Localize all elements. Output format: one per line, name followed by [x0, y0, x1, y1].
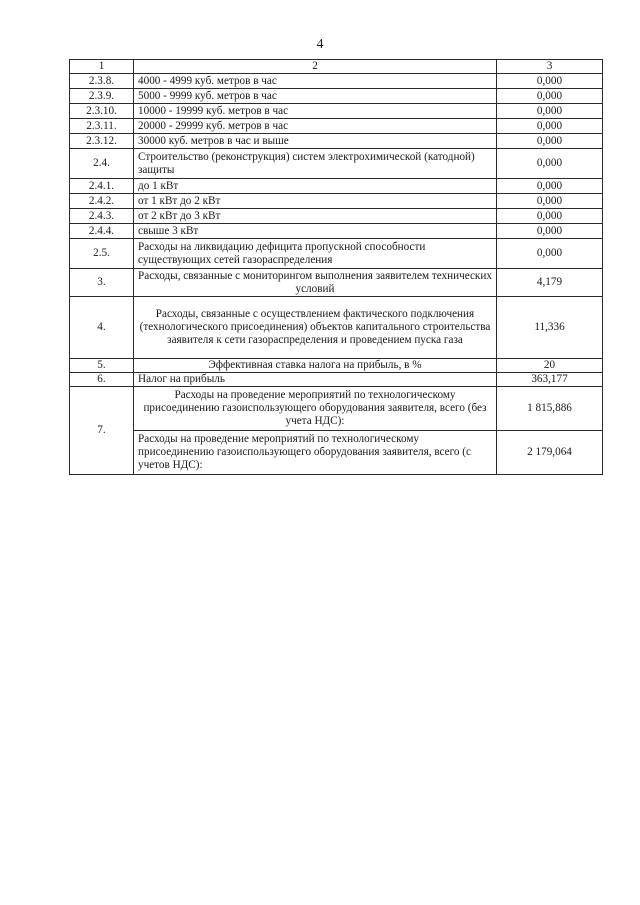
row-number: 7. [70, 387, 134, 475]
cost-table [69, 59, 603, 475]
row-description: от 1 кВт до 2 кВт [134, 194, 497, 209]
row-description: Расходы, связанные с мониторингом выполнения заявителем технических условий [134, 269, 497, 297]
table-row [70, 119, 603, 134]
row-description: 5000 - 9999 куб. метров в час [134, 89, 497, 104]
row-description: Расходы, связанные с осуществлением фактического подключения (технологического присоединения) объектов капитального строительства заявителя к сети газораспределения и проведением пуска газа [134, 297, 497, 359]
row-value: 0,000 [497, 89, 603, 104]
row-description: 4000 - 4999 куб. метров в час [134, 74, 497, 89]
row-value: 0,000 [497, 194, 603, 209]
table-row [70, 224, 603, 239]
row-value: 20 [497, 359, 603, 373]
table-row [70, 297, 603, 359]
row-number: 3. [70, 269, 134, 297]
table-row [70, 373, 603, 387]
row-number: 2.3.8. [70, 74, 134, 89]
row-value: 0,000 [497, 224, 603, 239]
row-value: 0,000 [497, 179, 603, 194]
row-description: Расходы на проведение мероприятий по технологическому присоединению газоиспользующего оборудования заявителя, всего (без учета НДС): [134, 387, 497, 431]
row-number: 2.4. [70, 149, 134, 179]
row-number: 2.4.1. [70, 179, 134, 194]
table-row [70, 179, 603, 194]
row-number: 2.4.2. [70, 194, 134, 209]
row-description: от 2 кВт до 3 кВт [134, 209, 497, 224]
row-number: 2.3.10. [70, 104, 134, 119]
row-description: Расходы на ликвидацию дефицита пропускной способности существующих сетей газораспределения [134, 239, 497, 269]
row-number: 2.4.4. [70, 224, 134, 239]
row-description: 30000 куб. метров в час и выше [134, 134, 497, 149]
table-row [70, 387, 603, 431]
row-number: 4. [70, 297, 134, 359]
header-col-1: 1 [70, 60, 134, 74]
row-value: 0,000 [497, 74, 603, 89]
row-value: 0,000 [497, 104, 603, 119]
header-col-3: 3 [497, 60, 603, 74]
row-number: 2.4.3. [70, 209, 134, 224]
table-row [70, 104, 603, 119]
row-value: 11,336 [497, 297, 603, 359]
row-description: свыше 3 кВт [134, 224, 497, 239]
row-description: Налог на прибыль [134, 373, 497, 387]
row-value: 0,000 [497, 119, 603, 134]
table-row [70, 74, 603, 89]
row-description: Эффективная ставка налога на прибыль, в % [134, 359, 497, 373]
row-value: 363,177 [497, 373, 603, 387]
row-value: 0,000 [497, 134, 603, 149]
table-row [70, 359, 603, 373]
row-number: 2.3.11. [70, 119, 134, 134]
row-description: Расходы на проведение мероприятий по технологическому присоединению газоиспользующего оборудования заявителя, всего (с учетов НДС): [134, 431, 497, 475]
row-value: 4,179 [497, 269, 603, 297]
table-row [70, 209, 603, 224]
row-value: 0,000 [497, 209, 603, 224]
header-row [70, 60, 603, 74]
table-row [70, 431, 603, 475]
table-row [70, 89, 603, 104]
row-description: до 1 кВт [134, 179, 497, 194]
table-row [70, 149, 603, 179]
row-description: Строительство (реконструкция) систем электрохимической (катодной) защиты [134, 149, 497, 179]
page-number: 4 [316, 37, 324, 52]
table-row [70, 194, 603, 209]
table-row [70, 239, 603, 269]
row-value: 2 179,064 [497, 431, 603, 475]
header-col-2: 2 [134, 60, 497, 74]
table-row [70, 134, 603, 149]
row-description: 10000 - 19999 куб. метров в час [134, 104, 497, 119]
row-value: 0,000 [497, 239, 603, 269]
row-number: 2.3.12. [70, 134, 134, 149]
table-row [70, 269, 603, 297]
row-value: 1 815,886 [497, 387, 603, 431]
row-value: 0,000 [497, 149, 603, 179]
row-number: 2.3.9. [70, 89, 134, 104]
row-number: 6. [70, 373, 134, 387]
row-description: 20000 - 29999 куб. метров в час [134, 119, 497, 134]
row-number: 2.5. [70, 239, 134, 269]
row-number: 5. [70, 359, 134, 373]
